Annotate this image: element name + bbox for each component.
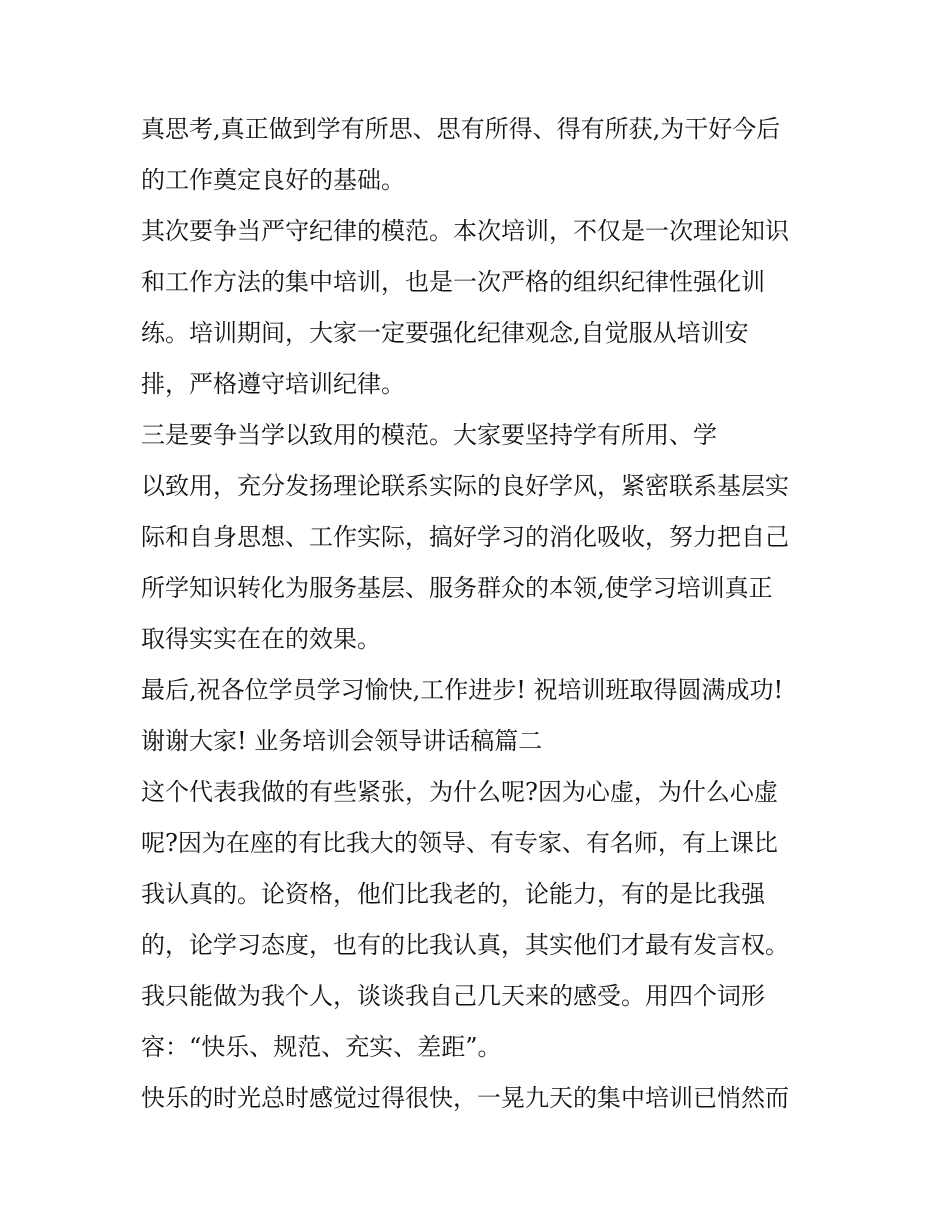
- text-line: 取得实实在在的效果。: [141, 625, 381, 653]
- text-line: 容：“快乐、规范、充实、差距”。: [141, 1033, 502, 1061]
- text-line: 所学知识转化为服务基层、服务群众的本领,使学习培训真正: [141, 574, 773, 602]
- text-line: 这个代表我做的有些紧张，为什么呢?因为心虚，为什么心虚: [141, 778, 778, 806]
- text-line: 三是要争当学以致用的模范。大家要坚持学有所用、学: [141, 421, 717, 449]
- text-line: 最后,祝各位学员学习愉快,工作进步! 祝培训班取得圆满成功!: [141, 676, 784, 704]
- text-line: 以致用，充分发扬理论联系实际的良好学风，紧密联系基层实: [141, 472, 789, 500]
- text-line: 的工作奠定良好的基础。: [141, 166, 405, 194]
- text-line: 我认真的。论资格，他们比我老的，论能力，有的是比我强: [141, 880, 765, 908]
- text-line: 排，严格遵守培训纪律。: [141, 370, 405, 398]
- text-line: 练。培训期间，大家一定要强化纪律观念,自觉服从培训安: [141, 319, 749, 347]
- text-line: 快乐的时光总时感觉过得很快，一晃九天的集中培训已悄然而: [141, 1084, 789, 1112]
- text-line: 我只能做为我个人，谈谈我自己几天来的感受。用四个词形: [141, 982, 765, 1010]
- text-line: 真思考,真正做到学有所思、思有所得、得有所获,为干好今后: [141, 115, 781, 143]
- text-line: 和工作方法的集中培训，也是一次严格的组织纪律性强化训: [141, 268, 765, 296]
- text-line: 的，论学习态度，也有的比我认真，其实他们才最有发言权。: [141, 931, 789, 959]
- text-line: 呢?因为在座的有比我大的领导、有专家、有名师，有上课比: [141, 829, 778, 857]
- text-line: 谢谢大家! 业务培训会领导讲话稿篇二: [141, 727, 543, 755]
- text-line: 际和自身思想、工作实际，搞好学习的消化吸收，努力把自己: [141, 523, 789, 551]
- text-line: 其次要争当严守纪律的模范。本次培训，不仅是一次理论知识: [141, 217, 789, 245]
